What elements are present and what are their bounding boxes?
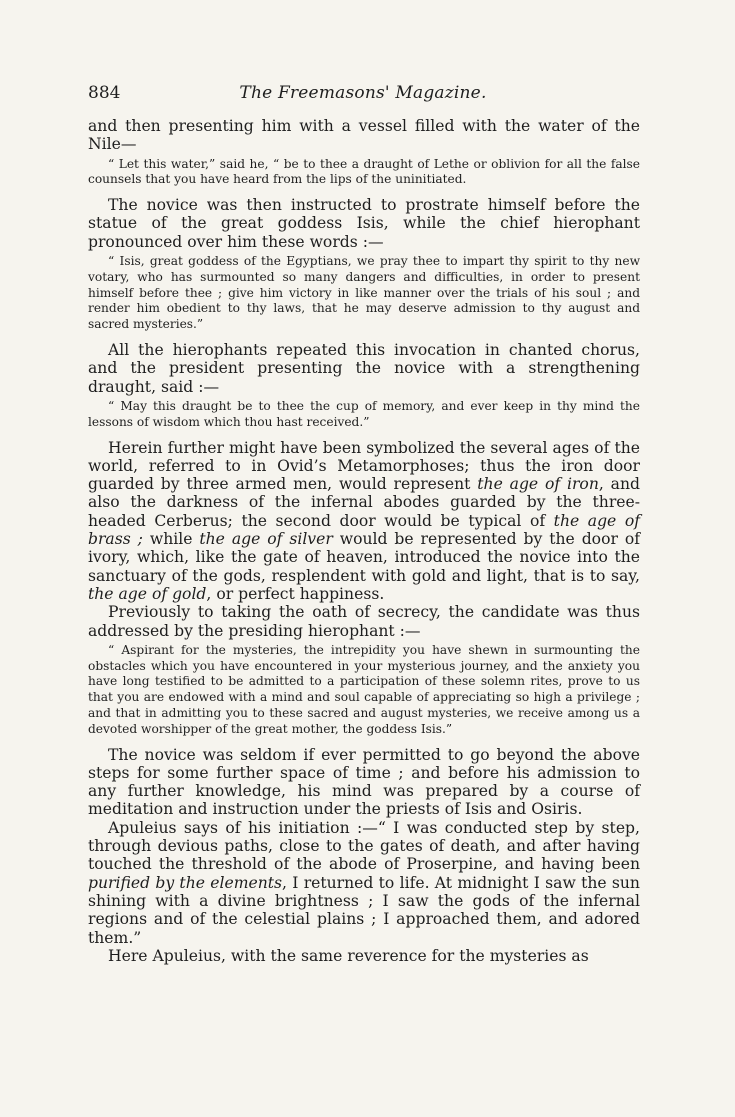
body-paragraph: All the hierophants repeated this invocation in chanted chorus, and the president presenting the novice with a strengthening draught, said :—	[88, 341, 640, 396]
italic-phrase: the age of silver	[199, 530, 333, 549]
italic-phrase: the age of gold	[88, 584, 207, 603]
page-number: 884	[88, 83, 121, 103]
text-run: , or perfect happiness.	[206, 584, 385, 603]
text-run: would be represented by the door of ivory, which, like the gate of heaven, introduced the novice into the sanctuary of the gods, resplendent with gold and light, that is to say,	[88, 530, 640, 585]
article-body	[88, 117, 640, 965]
text-run: Herein further might have been symbolized the several ages of the world, referred to in Ovid’s Metamorphoses; thus the iron door guarded by three armed men, would represent	[88, 438, 640, 494]
quotation: “ Aspirant for the mysteries, the intrepidity you have shewn in surmounting the obstacles which you have encountered in your mysterious journey, and the anxiety you have long testified to be admitted to a participation of these solemn rites, prove to us that you are endowed with a mind and soul capable of appreciating so high a privilege ; and that in admitting you to these sacred and august mysteries, we receive among us a devoted worshipper of the great mother, the goddess Isis.”	[88, 642, 640, 736]
body-paragraph: The novice was seldom if ever permitted to go beyond the above steps for some further space of time ; and before his admission to any further knowledge, his mind was prepared by a course of meditation and instruction under the priests of Isis and Osiris.	[88, 745, 640, 819]
running-title: The Freemasons' Magazine.	[239, 83, 487, 103]
quotation: “ Isis, great goddess of the Egyptians, we pray thee to impart thy spirit to thy new votary, who has surmounted so many dangers and difficulties, in order to present himself before thee ; give him victory in like manner over the trials of his soul ; and render him obedient to thy laws, that he may deserve admission to thy august and sacred mysteries.”	[88, 254, 640, 332]
text-run: , I returned to life. At midnight I saw the sun shining with a divine brightness ; I saw the gods of the infernal regions and of the celestial plains ; I approached them, and adored them.”	[88, 873, 640, 947]
body-paragraph: Here Apuleius, with the same reverence for the mysteries as	[108, 946, 589, 965]
page-header	[88, 81, 638, 105]
quotation: “ Let this water,” said he, “ be to thee a draught of Lethe or oblivion for all the false counsels that you have heard from the lips of the uninitiated.	[88, 156, 640, 187]
quotation: “ May this draught be to thee the cup of memory, and ever keep in thy mind the lessons of wisdom which thou hast received.”	[88, 398, 640, 429]
text-run: , and also the darkness of the infernal abodes guarded by the three-headed Cerberus; the second door would be typical of	[88, 475, 640, 530]
body-paragraph	[88, 819, 640, 947]
body-paragraph: The novice was then instructed to prostrate himself before the statue of the great goddess Isis, while the chief hierophant pronounced over him these words :—	[88, 196, 640, 251]
body-paragraph: and then presenting him with a vessel filled with the water of the Nile—	[88, 117, 640, 154]
body-paragraph	[88, 439, 640, 604]
body-paragraph: Previously to taking the oath of secrecy, the candidate was thus addressed by the presiding hierophant :—	[88, 603, 640, 640]
italic-phrase: the age of iron	[477, 475, 599, 494]
italic-phrase: purified by the elements	[88, 873, 283, 892]
text-run: while	[142, 530, 200, 549]
text-run: Apuleius says of his initiation :—“ I was conducted step by step, through devious paths, close to the gates of death, and after having touched the threshold of the abode of Proserpine, and having been	[88, 818, 640, 874]
italic-phrase: the age of brass ;	[88, 511, 640, 549]
